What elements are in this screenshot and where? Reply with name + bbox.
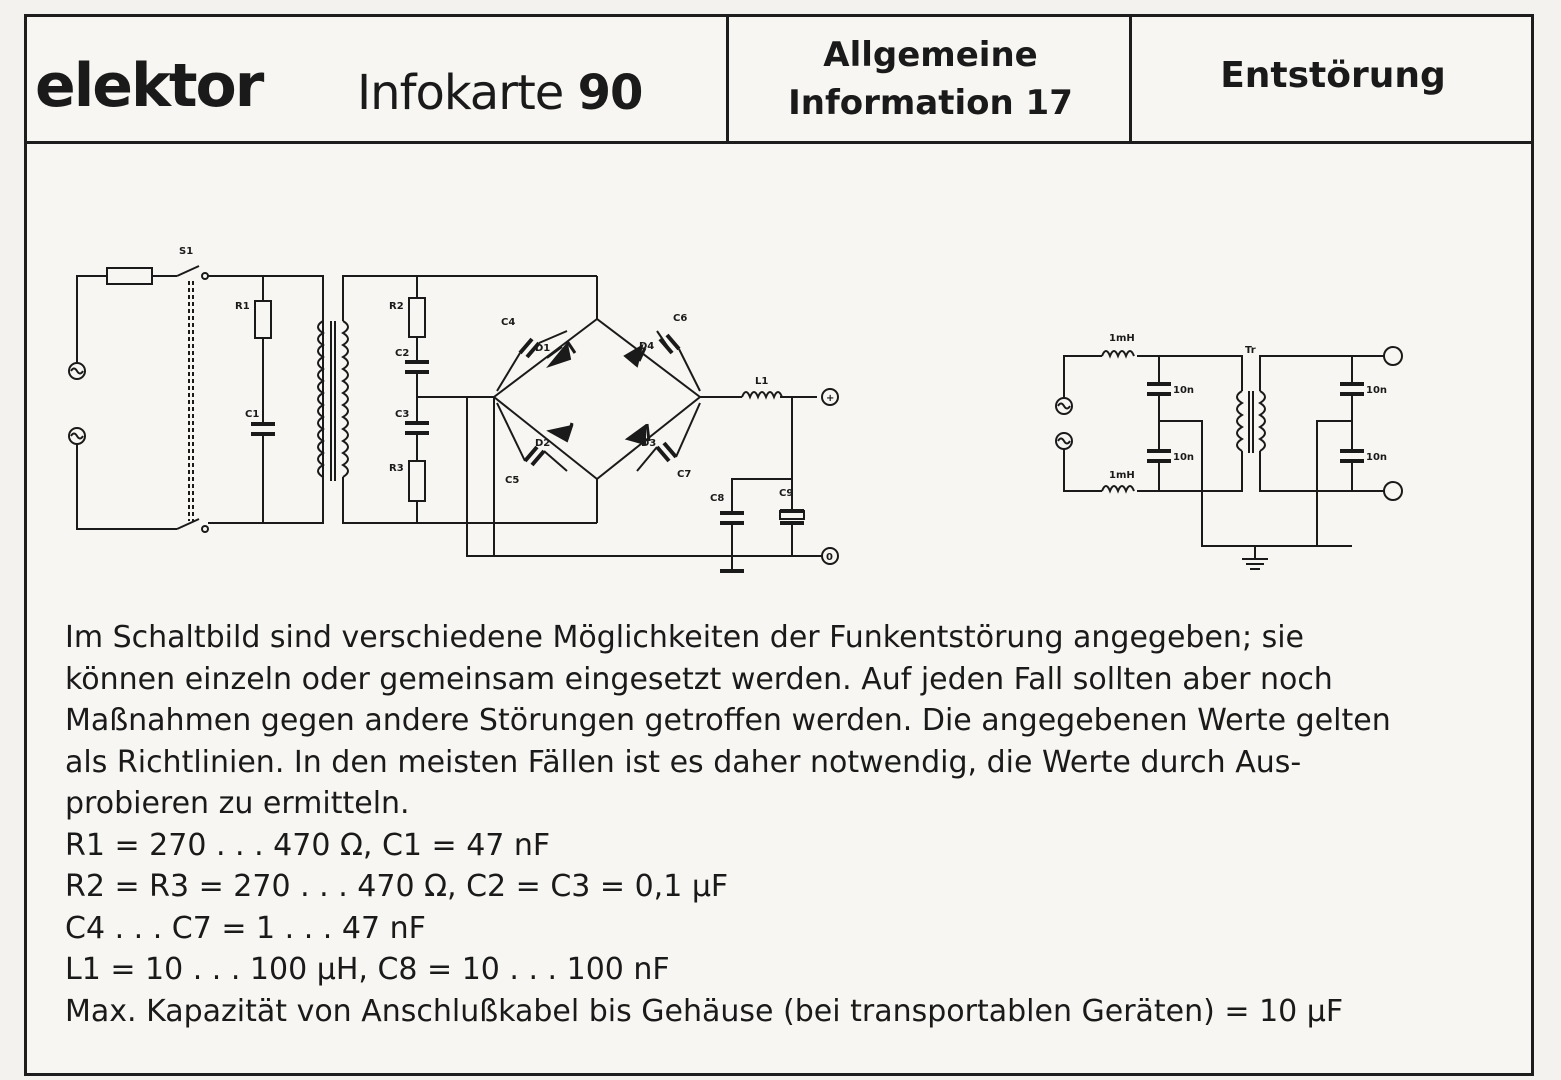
inductor-bottom: [1102, 486, 1134, 491]
fuse: [107, 268, 152, 284]
category-line-2: Information 17: [788, 83, 1073, 123]
label-c9: C9: [779, 488, 794, 499]
label-plus: +: [826, 393, 835, 404]
label-10n-c: 10n: [1366, 385, 1388, 396]
card-header: [27, 17, 1531, 144]
tr-secondary: [1260, 391, 1265, 451]
brand-logo: elektor: [35, 51, 263, 121]
value-line: L1 = 10 . . . 100 μH, C8 = 10 . . . 100 nF: [65, 952, 670, 987]
category-title: [732, 31, 1129, 127]
label-c7: C7: [677, 469, 692, 480]
paragraph-line: probieren zu ermitteln.: [65, 786, 410, 821]
label-s1: S1: [179, 246, 194, 257]
label-r2: R2: [389, 301, 404, 312]
label-c8: C8: [710, 493, 725, 504]
info-card: [24, 14, 1534, 1076]
brand-cell: [27, 17, 729, 141]
label-c4: C4: [501, 317, 516, 328]
card-label: Infokarte: [357, 65, 564, 121]
body-text: [65, 617, 1505, 1032]
transformer-secondary: [343, 321, 348, 477]
label-tr: Tr: [1245, 345, 1256, 356]
label-d4: D4: [639, 341, 655, 352]
label-d3: D3: [641, 438, 657, 449]
schematics: [27, 141, 1531, 611]
card-number: 90: [577, 65, 643, 121]
value-line: Max. Kapazität von Anschlußkabel bis Gehäuse (bei transportablen Geräten) = 10 μF: [65, 993, 1344, 1029]
label-10n-b: 10n: [1173, 452, 1195, 463]
label-d1: D1: [535, 343, 551, 354]
value-line: R1 = 270 . . . 470 Ω, C1 = 47 nF: [65, 827, 551, 863]
label-10n-a: 10n: [1173, 385, 1195, 396]
label-l1: L1: [755, 376, 769, 387]
paragraph-line: Im Schaltbild sind verschiedene Möglichkeiten der Funkentstörung angegeben; sie: [65, 620, 1305, 655]
label-c5: C5: [505, 475, 520, 486]
label-r3: R3: [389, 463, 404, 474]
topic-title: Entstörung: [1220, 55, 1446, 96]
value-line: C4 . . . C7 = 1 . . . 47 nF: [65, 910, 426, 946]
label-d2: D2: [535, 438, 551, 449]
label-c2: C2: [395, 348, 410, 359]
label-1mh-top: 1mH: [1109, 333, 1135, 344]
label-r1: R1: [235, 301, 250, 312]
value-line: R2 = R3 = 270 . . . 470 Ω, C2 = C3 = 0,1 μF: [65, 869, 729, 904]
topic-cell: [1135, 17, 1531, 141]
inductor-top: [1102, 351, 1134, 356]
category-line-1: Allgemeine: [823, 35, 1038, 75]
label-c6: C6: [673, 313, 688, 324]
category-cell: [732, 17, 1132, 141]
tr-primary: [1237, 391, 1242, 451]
label-10n-d: 10n: [1366, 452, 1388, 463]
label-c3: C3: [395, 409, 410, 420]
label-c1: C1: [245, 409, 260, 420]
card-title: [357, 63, 642, 123]
paragraph-line: können einzeln oder gemeinsam eingesetzt werden. Auf jeden Fall sollten aber noch: [65, 661, 1333, 697]
label-1mh-bottom: 1mH: [1109, 470, 1135, 481]
paragraph-line: als Richtlinien. In den meisten Fällen ist es daher notwendig, die Werte durch Aus-: [65, 744, 1302, 780]
ground-icon: [1242, 546, 1268, 569]
label-zero: 0: [826, 552, 833, 563]
paragraph-line: Maßnahmen gegen andere Störungen getroffen werden. Die angegebenen Werte gelten: [65, 703, 1391, 738]
inductor-l1: [742, 392, 782, 397]
